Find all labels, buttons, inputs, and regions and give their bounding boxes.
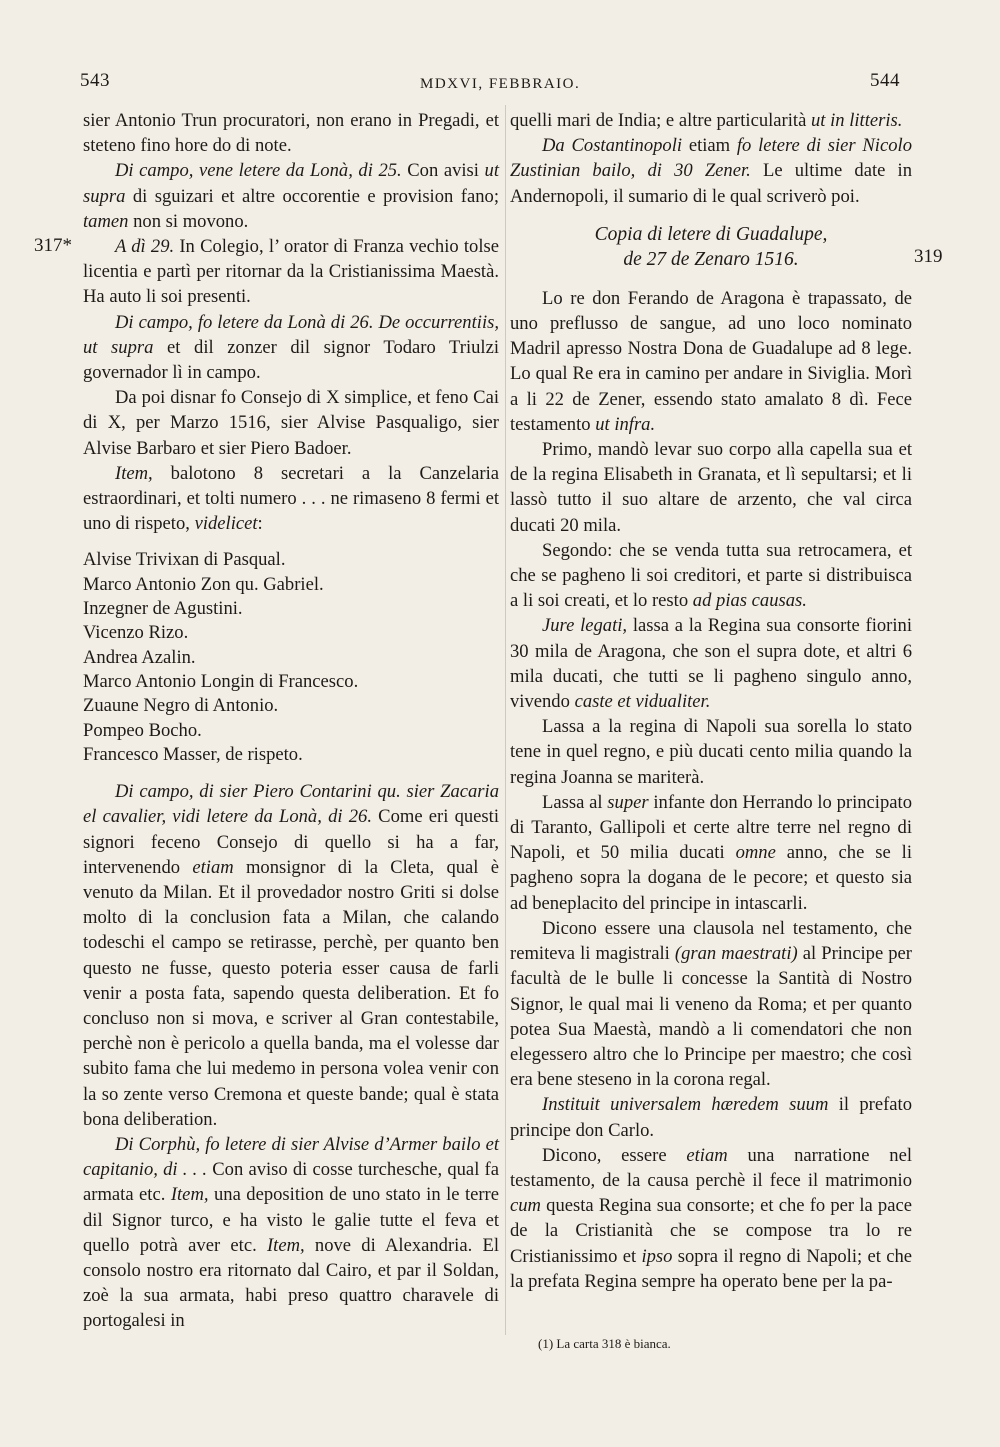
title-line: de 27 de Zenaro 1516. xyxy=(623,248,799,270)
text: anno, che se li pagheno sopra la dogana de le pecore; et questo sia ad beneplacito del principe in intascarli. xyxy=(510,842,913,914)
list-item: Francesco Masser, de rispeto. xyxy=(83,743,303,765)
paragraph xyxy=(510,916,912,1092)
text: Dicono, essere xyxy=(542,1144,687,1166)
margin-note-right: 319 xyxy=(914,246,943,267)
paragraph: Da poi disnar fo Consejo di X simplice, et feno Cai di X, per Marzo 1516, sier Alvise Pasqualigo, sier Alvise Barbaro et sier Piero Badoer. xyxy=(83,387,499,459)
italic-text: ipso xyxy=(641,1245,673,1267)
italic-text: tamen xyxy=(83,210,129,232)
italic-text: A dì 29. xyxy=(115,236,175,258)
paragraph xyxy=(83,1132,499,1334)
italic-text: fo letere di sier Nicolo Zustinian bailo, di 30 Zener. xyxy=(510,135,912,182)
paragraph xyxy=(510,1092,912,1142)
italic-text: etiam xyxy=(686,1144,728,1166)
page-number-left: 543 xyxy=(80,70,110,91)
italic-text: Di campo, fo letere da Lonà di 26. De occurrentiis, ut supra xyxy=(83,311,499,358)
italic-text: caste et vidualiter. xyxy=(574,691,711,713)
paragraph xyxy=(83,158,499,234)
column-divider xyxy=(505,105,506,1335)
footnote: (1) La carta 318 è bianca. xyxy=(538,1336,671,1351)
text: et dil zonzer dil signor Todaro Triulzi governador lì in campo. xyxy=(83,336,499,384)
running-header: MDXVI, FEBBRAIO. xyxy=(420,76,581,92)
text: Lassa al xyxy=(542,791,608,813)
paragraph xyxy=(510,108,912,133)
text: Segondo: che se venda tutta sua retrocamera, et che se pagheno li soi creditori, et parte si distribuisca a li soi creati, et lo resto xyxy=(510,539,912,612)
text: balotono 8 secretari a la Canzelaria estraordinari, et tolti numero . . . ne rimaseno 8 fermi et uno di rispeto, xyxy=(83,462,499,535)
text: etiam xyxy=(682,135,737,157)
italic-text: Da Costantinopoli xyxy=(542,135,683,157)
text: : xyxy=(257,513,263,535)
italic-text: ut supra xyxy=(83,160,499,207)
text: una narratione nel testamento, de la causa perchè il fece il matrimonio xyxy=(510,1144,912,1191)
right-column xyxy=(510,108,912,1294)
text: non si movono. xyxy=(128,210,249,232)
paragraph: Primo, mandò levar suo corpo alla capella sua et de la regina Elisabeth in Granata, et lì sepultarsi; et li lassò tutto il suo altare de arzento, che val circa ducati 20 mila. xyxy=(510,439,912,536)
paragraph: sier Antonio Trun procuratori, non erano in Pregadi, et steteno fino hore do di note. xyxy=(83,110,499,157)
list-item: Inzegner de Agustini. xyxy=(83,598,243,620)
text: sopra il regno di Napoli; et che la prefata Regina sempre ha operato bene per la pa- xyxy=(510,1245,912,1292)
paragraph xyxy=(510,790,912,916)
italic-text: ut infra. xyxy=(595,413,656,435)
list-item: Pompeo Bocho. xyxy=(83,719,202,741)
italic-text: Jure legati, xyxy=(542,615,628,637)
italic-text: super xyxy=(607,791,649,813)
text: Come eri questi signori feceno Consejo di quello si ha a far, intervenendo xyxy=(83,806,499,878)
italic-text: etiam xyxy=(192,856,234,878)
italic-text: Di Corphù, fo letere di sier Alvise d’Armer bailo et capitanio, di . . . xyxy=(83,1133,499,1181)
list-item: Vicenzo Rizo. xyxy=(83,622,189,644)
letter-title xyxy=(510,222,912,272)
list-item: Andrea Azalin. xyxy=(83,646,196,668)
text: una deposition de uno stato in le terre dil Signor turco, e ha visto le galie tutte el feva et quello potrà aver etc. xyxy=(83,1184,500,1256)
list-item: Marco Antonio Zon qu. Gabriel. xyxy=(83,573,324,595)
text: Le ultime date in Andernopoli, il sumario di le qual scriverò poi. xyxy=(510,160,912,207)
paragraph: Lassa a la regina di Napoli sua sorella lo stato tene in quel regno, e più ducati cento milia quando la regina Joanna se mariterà. xyxy=(510,716,912,788)
italic-text: Instituit universalem hæredem suum xyxy=(542,1094,829,1116)
list-item: Alvise Trivixan di Pasqual. xyxy=(83,549,286,571)
italic-text: videlicet xyxy=(194,513,258,535)
paragraph xyxy=(510,538,912,614)
list-item: Zuaune Negro di Antonio. xyxy=(83,695,279,717)
text: Con aviso di cosse turchesche, qual fa armata etc. xyxy=(83,1159,499,1206)
text: In Colegio, l’ orator di Franza vechio tolse licentia e partì per ritornar da la Cristianissima Maestà. Ha auto li soi presenti. xyxy=(83,236,499,308)
text: nove di Alexandria. El consolo nostro era ritornato dal Cairo, et par il Soldan, zoè la sua armata, habi preso quattro charavele di portogalesi in xyxy=(83,1234,500,1332)
italic-text: ut in litteris. xyxy=(810,110,903,131)
text: monsignor di la Cleta, qual è venuto da Milan. Et il provedador nostro Griti si dolse molto di la conclusion fata a Milan, che calando todeschi el campo se retirasse, perchè, per quanto ben questo ne fusse, questo poteria esser causa de farli venir a posta fata, sapendo questa deliberation. Et fo concluso non si mova, e scriver al Gran contestabile, perchè non è pericolo a quella banda, ma el volesse dar subito fama che lui medemo in persona volea venir con la so zente verso Cremona et queste bande; qual è stata bona deliberation. xyxy=(83,856,499,1130)
title-line: Copia di letere di Guadalupe, xyxy=(594,223,828,245)
italic-text: cum xyxy=(510,1195,541,1217)
paragraph xyxy=(83,310,499,386)
paragraph xyxy=(510,613,912,714)
text: Dicono essere una clausola nel testamento, che remiteva li magistrali xyxy=(510,917,912,965)
text: infante don Herrando lo principato di Taranto, Gallipoli et certe altre terre nel regno di Napoli, et 50 milia ducati xyxy=(510,791,912,864)
text: il prefato principe don Carlo. xyxy=(510,1094,912,1141)
italic-text: Item, xyxy=(115,462,153,484)
paragraph xyxy=(83,779,499,1132)
text: questa Regina sua consorte; et che fo per la pace de la Cristianità che se compose tra lo re Cristianissimo et xyxy=(510,1195,912,1267)
italic-text: Di campo, di sier Piero Contarini qu. sier Zacaria el cavalier, vidi letere da Lonà, di 26. xyxy=(83,781,499,828)
left-column xyxy=(83,108,499,1334)
paragraph xyxy=(83,461,499,537)
italic-text: Item, xyxy=(266,1234,305,1256)
text: Lo re don Ferando de Aragona è trapassato, de uno preflusso de sangue, ad uno loco nominato Madril apresso Nostra Dona de Guadalupe ad 8 lege. Lo qual Re era in camino per andare in Siviglia. Morì a li 22 de Zener, essendo stato amalato 8 dì. Fece testamento xyxy=(510,287,912,435)
paragraph xyxy=(510,286,912,437)
margin-note-left: 317* xyxy=(34,235,72,256)
italic-text: omne xyxy=(735,842,776,864)
paragraph xyxy=(510,133,912,209)
paragraph xyxy=(510,1143,912,1294)
italic-text: Di campo, vene letere da Lonà, di 25. xyxy=(115,160,402,182)
page-number-right: 544 xyxy=(870,70,900,91)
text: Con avisi xyxy=(401,160,485,182)
italic-text: (gran maestrati) xyxy=(674,943,798,965)
paragraph xyxy=(83,234,499,310)
italic-text: ad pias causas. xyxy=(692,590,807,612)
name-list xyxy=(83,548,499,767)
italic-text: Item, xyxy=(170,1184,209,1206)
text: al Principe per facultà de le bulle li concesse la Santità di Nostro Signor, le qual mai li veneno da Roma; et per quanto potea Sua Maestà, mandò a li comendatori che non elegessero altro che lo Principe per maestro; che così era bene steseno in la corona regal. xyxy=(510,943,912,1091)
text: di sguizari et altre occorentie e provision fano; xyxy=(125,185,499,207)
text: lassa a la Regina sua consorte fiorini 30 mila de Aragona, che son el supra dote, et altri 6 mila ducati, che tutti se li pagheno singulo anno, vivendo xyxy=(510,615,912,713)
list-item: Marco Antonio Longin di Francesco. xyxy=(83,670,359,692)
text: quelli mari de India; e altre particularità xyxy=(510,110,811,131)
